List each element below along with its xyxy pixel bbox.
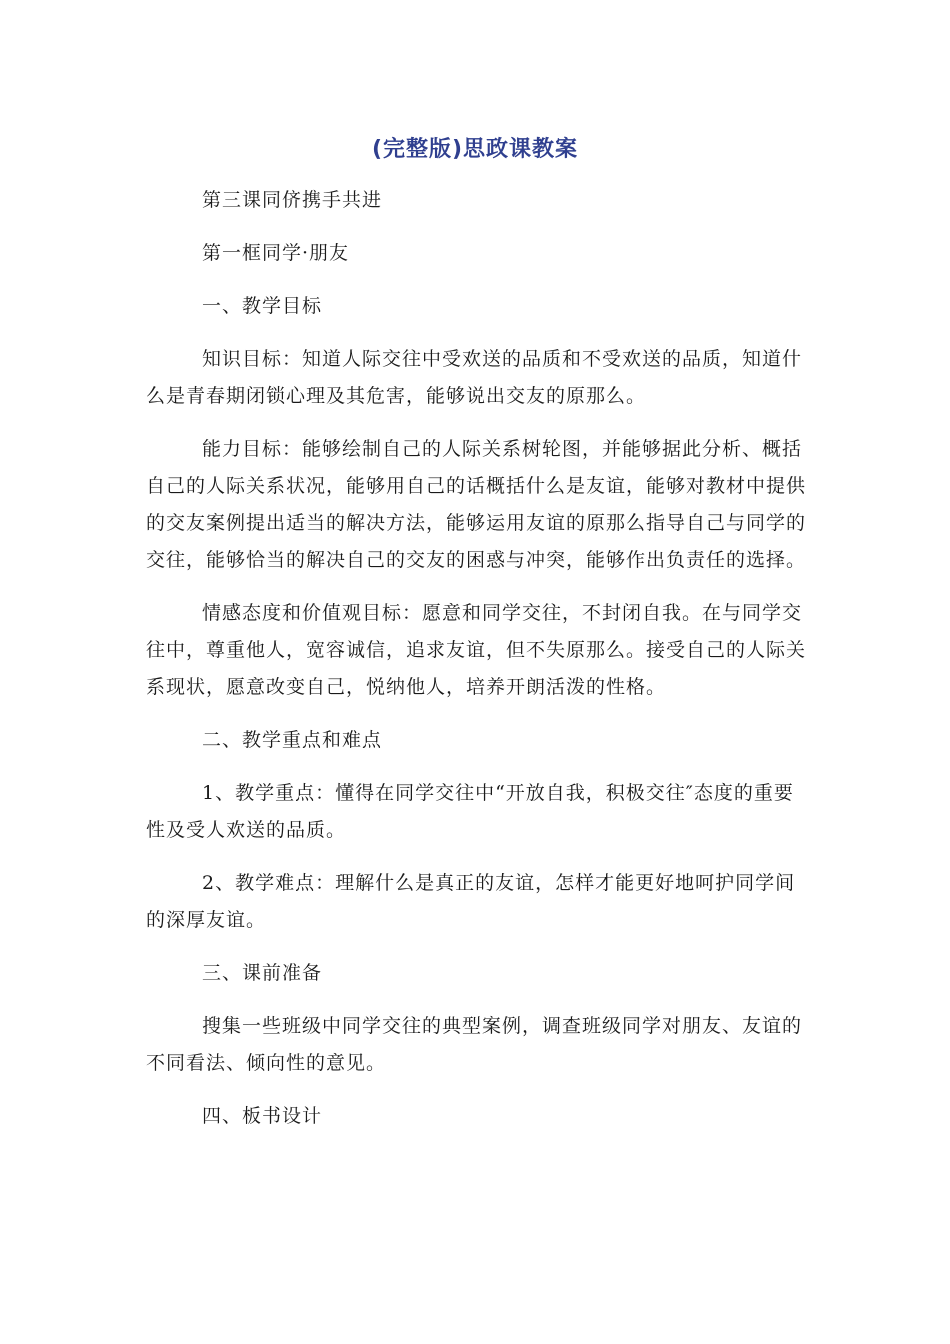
key-points-heading: 二、教学重点和难点 xyxy=(202,729,383,751)
document-title: (完整版)思政课教案 xyxy=(371,137,579,162)
board-design-heading: 四、板书设计 xyxy=(202,1105,323,1127)
lesson-heading: 第三课同侪携手共进 xyxy=(202,189,383,211)
knowledge-goal-paragraph: 知识目标：知道人际交往中受欢送的品质和不受欢送的品质，知道什么是青春期闭锁心理及其危害，能够说出交友的原那么。 xyxy=(146,348,803,407)
preparation-paragraph: 搜集一些班级中同学交往的典型案例，调查班级同学对朋友、友谊的不同看法、倾向性的意见。 xyxy=(146,1015,803,1074)
preparation-heading: 三、课前准备 xyxy=(202,962,323,984)
key-point-paragraph: 1、教学重点：懂得在同学交往中“开放自我，积极交往″态度的重要性及受人欢送的品质。 xyxy=(146,782,794,841)
attitude-goal-paragraph: 情感态度和价值观目标：愿意和同学交往，不封闭自我。在与同学交往中，尊重他人，宽容诚信，追求友谊，但不失原那么。接受自己的人际关系现状，愿意改变自己，悦纳他人，培养开朗活泼的性格。 xyxy=(146,602,807,698)
ability-goal-paragraph: 能力目标：能够绘制自己的人际关系树轮图，并能够据此分析、概括自己的人际关系状况，能够用自己的话概括什么是友谊，能够对教材中提供的交友案例提出适当的解决方法，能够运用友谊的原那么指导自己与同学的交往，能够恰当的解决自己的交友的困惑与冲突，能够作出负责任的选择。 xyxy=(146,438,807,571)
document-body xyxy=(146,182,806,1135)
difficulty-paragraph: 2、教学难点：理解什么是真正的友谊，怎样才能更好地呵护同学间的深厚友谊。 xyxy=(146,872,796,931)
teaching-goals-heading: 一、教学目标 xyxy=(202,295,323,317)
section-heading: 第一框同学·朋友 xyxy=(202,242,350,264)
